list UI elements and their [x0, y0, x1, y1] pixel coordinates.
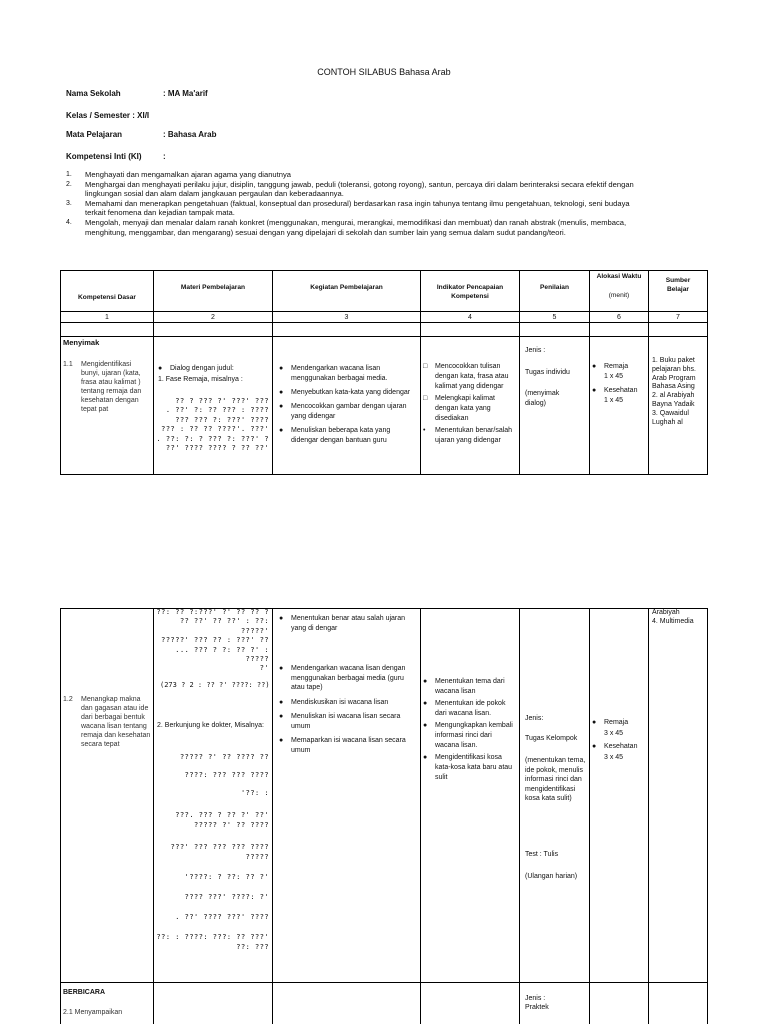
kegiatan-item: ● Menuliskan isi wacana lisan secara umum: [279, 713, 401, 730]
indikator-item: ● Mengidentifikasi kosa kata-kosa kata baru atau sulit: [423, 754, 513, 781]
kegiatan-item: ● Memaparkan isi wacana lisan secara umum: [279, 737, 406, 754]
subject-label: Mata Pelajaran: [66, 130, 123, 139]
header-sumber: Sumber Belajar: [665, 277, 691, 293]
column-number: 6: [617, 314, 621, 321]
alokasi-item: ● Kesehatan: [592, 387, 638, 394]
indikator-list: [423, 362, 517, 472]
materi-arabic-text: ????? ?' ?? ???? ?? ????: ??? ??? ???? '??: : ???. ??? ? ?? ?' ??' ????? ?' ?? ???? ???' ??? ??? ??? ???? ????? '????: ? ??: ?? ?' ???? ???' ????: ?' . ??' ???? ???' ???? ??: : ????: ???: ?? ???' ??: ???: [156, 752, 269, 951]
section-title-berbicara: BERBICARA: [63, 989, 105, 996]
indikator-item: ● Menentukan tema dari wacana lisan: [423, 678, 505, 695]
alokasi-item: ● Remaja: [592, 363, 629, 370]
header-kegiatan: Kegiatan Pembelajaran: [310, 284, 383, 291]
kegiatan-item: ● Menentukan benar atau salah ujaran yang di dengar: [279, 615, 406, 632]
header-materi: Materi Pembelajaran: [180, 284, 246, 291]
materi-item: 2. Berkunjung ke dokter, Misalnya:: [157, 722, 265, 729]
core-competency-item: 4. Mengolah, menyaji dan menalar dalam ranah konkret (menggunakan, mengurai, merangkai, memodifikasi dan membuat) dan ranah abstrak (menulis, membaca, menghitung, menggambar, dan mengarang) sesuai dengan yang dipelajari di sekolah dan sumber lain yang semua dalam sudut pandang/teori.: [66, 217, 627, 237]
kegiatan-item: ● Mendiskusikan isi wacana lisan: [279, 698, 389, 706]
column-number: 2: [211, 314, 215, 321]
penilaian-jenis: Jenis:: [525, 715, 544, 722]
penilaian-jenis: Jenis :: [525, 347, 546, 354]
indikator-item: • Menentukan benar/salah ujaran yang didengar: [423, 427, 513, 444]
column-number: 3: [344, 314, 349, 321]
indikator-list: [423, 677, 517, 783]
school-label: Nama Sekolah: [66, 89, 121, 98]
section-title-menyimak: Menyimak: [63, 338, 100, 347]
kegiatan-item: ● Mencocokkan gambar dengan ujaran yang didengar: [279, 403, 407, 420]
penilaian-keterangan: (menyimak dialog): [525, 390, 560, 407]
kd-text: Mengidentifikasi bunyi, ujaran (kata, frasa atau kalimat ) tentang remaja dan kesehatan dengan tepat pat: [81, 361, 142, 413]
penilaian-ulangan: (Ulangan harian): [525, 873, 578, 880]
kegiatan-item: ● Menuliskan beberapa kata yang didengar dengan bantuan guru: [279, 427, 391, 444]
kegiatan-list: [279, 664, 418, 755]
core-competency-list: [66, 170, 706, 237]
alokasi-item: ● Remaja: [592, 719, 629, 726]
sumber-belajar-continued: Arabiyah 4. Multimedia: [652, 609, 694, 625]
materi-reference: (273 ? 2 : ?? ?' ????: ??): [160, 681, 270, 689]
indikator-item: □ Mencocokkan tulisan dengan kata, frasa atau kalimat yang didengar: [423, 363, 509, 390]
core-competency-item: 2. Menghargai dan menghayati perilaku jujur, disiplin, tanggung jawab, peduli (toleransi, gotong royong), santun, percaya diri dalam berinteraksi secara efektif dengan lingkungan sosial dan alam dalam jangkauan pergaulan dan keberadaannya.: [66, 179, 634, 199]
header-indikator: Indikator Pencapaian Kompetensi: [436, 284, 504, 300]
kd-text: 2.1 Menyampaikan: [63, 1009, 123, 1016]
kd-text: Menangkap makna dan gagasan atau ide dari berbagai bentuk wacana lisan tentang remaja dan kesehatan secara tepat: [81, 696, 151, 748]
alokasi-item: ● Kesehatan: [592, 743, 638, 750]
indikator-item: ● Menentukan ide pokok dari wacana lisan.: [423, 700, 506, 717]
penilaian-tugas: Tugas individu: [525, 369, 570, 376]
core-competency-item: 1. Menghayati dan mengamalkan ajaran agama yang dianutnya: [66, 170, 292, 179]
core-competency-item: 3. Memahami dan menerapkan pengetahuan (faktual, konseptual dan prosedural) berdasarkan rasa ingin tahunya tentang ilmu pengetahuan, teknologi, seni budaya terkait fenomena dan kejadian tampak mata.: [66, 198, 630, 218]
penilaian-tugas: Tugas Kelompok: [525, 735, 578, 742]
kegiatan-item: ● Menyebutkan kata-kata yang didengar: [279, 389, 411, 396]
materi-arabic-continued: ??: ?? ?:???' ?' ?? ?? ? ?? ??' ?? ??' : ??: ?????' ?????' ??? ?? : ???' ?? ... ??? ? ?: ?? ?' : ????? ?': [156, 607, 269, 673]
ki-value: :: [163, 152, 166, 161]
kegiatan-item: ● Mendengarkan wacana lisan menggunakan berbagai media.: [279, 365, 388, 382]
alokasi-list: ● Remaja 3 x 45 ● Kesehatan 3 x 45: [592, 717, 646, 763]
ki-label: Kompetensi Inti (KI): [66, 152, 142, 161]
materi-item: 1. Fase Remaja, misalnya :: [158, 376, 243, 383]
kd-number: 1.2: [63, 696, 73, 703]
penilaian-praktek: Praktek: [525, 1004, 549, 1011]
header-penilaian: Penilaian: [540, 284, 569, 291]
materi-arabic-text: ?? ? ??? ?' ???' ??? . ??' ?: ?? ??? : ???? ??? ??? ?: ???' ???? ??? : ?? ?? ????'. ???' . ??: ?: ? ??? ?: ???' ? ??' ???? ???? ? ?? ??': [156, 396, 269, 453]
column-number: 5: [552, 314, 557, 321]
sumber-belajar: 1. Buku paket pelajaran bhs. Arab Program Bahasa Asing 2. al Arabiyah Bayna Yadaik 3. Qawaidul Lughah al: [652, 357, 696, 426]
document-title: CONTOH SILABUS Bahasa Arab: [317, 67, 451, 77]
class-label: Kelas / Semester : XI/I: [66, 111, 150, 120]
column-number: 4: [468, 314, 472, 321]
subject-value: : Bahasa Arab: [163, 130, 217, 139]
header-alokasi-unit: (menit): [608, 292, 630, 299]
header-alokasi: Alokasi Waktu: [596, 273, 642, 280]
header-kompetensi-dasar: Kompetensi Dasar: [78, 294, 136, 301]
penilaian-keterangan: (menentukan tema, ide pokok, menulis informasi rinci dan mengidentifikasi kosa kata sulit): [525, 757, 586, 802]
indikator-item: ● Mengungkapkan kembali informasi rinci dari wacana lisan.: [423, 722, 513, 749]
alokasi-list: ● Remaja 1 x 45 ● Kesehatan 1 x 45: [592, 362, 646, 406]
penilaian-jenis: Jenis :: [525, 995, 546, 1002]
kegiatan-item: ● Mendengarkan wacana lisan dengan menggunakan berbagai media (guru atau tape): [279, 665, 406, 691]
penilaian-test: Test : Tulis: [525, 851, 559, 858]
kegiatan-list: [279, 364, 418, 474]
kd-number: 1.1: [63, 361, 73, 368]
school-value: : MA Ma'arif: [163, 89, 208, 98]
column-number: 7: [676, 314, 680, 321]
indikator-item: □ Melengkapi kalimat dengan kata yang disediakan: [423, 395, 495, 422]
column-number: 1: [105, 314, 109, 321]
materi-bullet: ● Dialog dengan judul:: [158, 365, 234, 372]
